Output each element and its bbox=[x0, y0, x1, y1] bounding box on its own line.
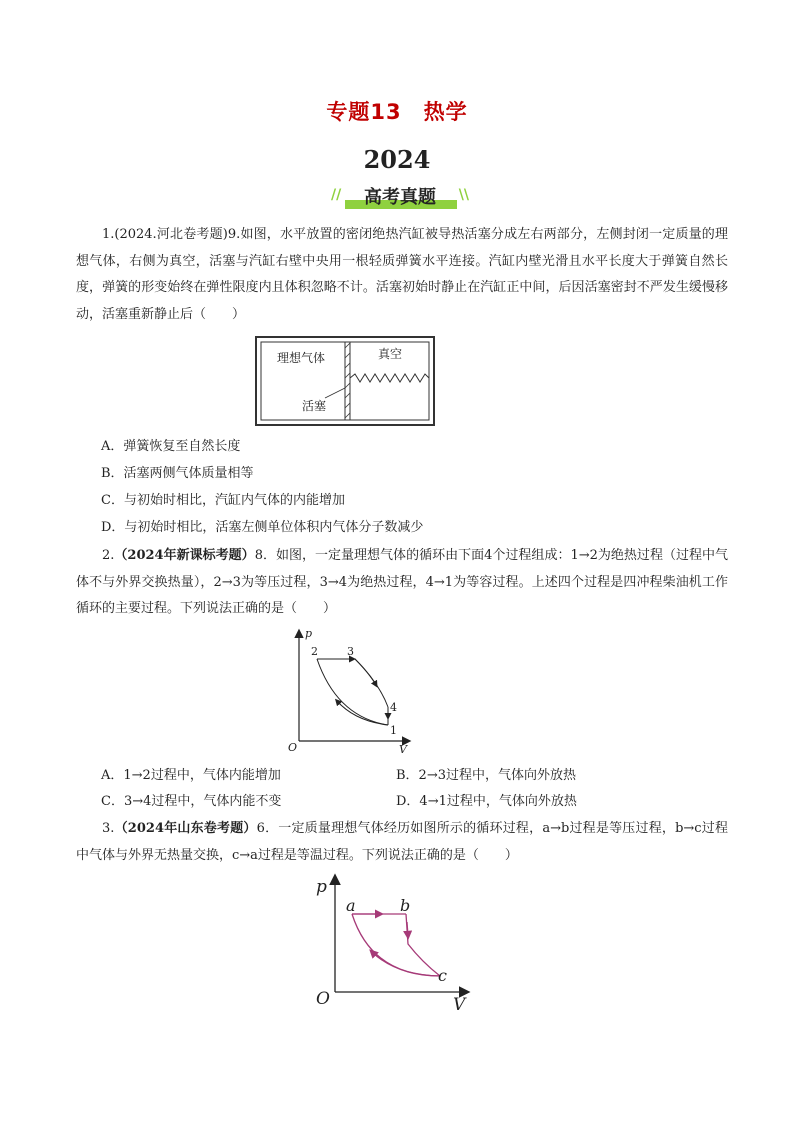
q2-option-d: D．4→1过程中，气体向外放热 bbox=[396, 794, 577, 809]
question-2 bbox=[76, 543, 728, 623]
figure-label-piston: 活塞 bbox=[302, 399, 327, 413]
question-text: 9.如图，水平放置的密闭绝热汽缸被导热活塞分成左右两部分，左侧封闭一定质量的理想气体，右侧为真空，活塞与汽缸右壁中央用一根轻质弹簧水平连接。汽缸内壁光滑且水平长度大于弹簧自然长度，弹簧的形变始终在弹性限度内且体积忽略不计。活塞初始时静止在汽缸正中间，后因活塞密封不严发生缓慢移动，活塞重新静止后（ ） bbox=[76, 227, 728, 322]
q2-option-a: A．1→2过程中，气体内能增加 bbox=[101, 768, 281, 783]
q1-option-c: C．与初始时相比，汽缸内气体的内能增加 bbox=[101, 493, 345, 508]
question-source: （2024年新课标考题） bbox=[114, 548, 255, 563]
banner-label: 高考真题 bbox=[364, 187, 436, 208]
year-heading: 2024 bbox=[363, 145, 431, 174]
question-text: 6．一定质量理想气体经历如图所示的循环过程，a→b过程是等压过程，b→c过程中气体与外界无热量交换，c→a过程是等温过程。下列说法正确的是（ ） bbox=[76, 821, 728, 863]
banner-slash-right-icon: \\ bbox=[458, 187, 469, 203]
question-text: 8．如图，一定量理想气体的循环由下面4个过程组成：1→2为绝热过程（过程中气体不与外界交换热量），2→3为等压过程，3→4为绝热过程，4→1为等容过程。上述四个过程是四冲程柴油机工作循环的主要过程。下列说法正确的是（ ） bbox=[76, 548, 728, 616]
y-axis-label: p bbox=[316, 877, 327, 897]
section-banner bbox=[331, 183, 469, 209]
pv-diagram-3 bbox=[312, 872, 472, 1012]
question-1 bbox=[76, 222, 728, 328]
question-number: 3. bbox=[102, 821, 115, 836]
point-3-label: 3 bbox=[347, 645, 354, 658]
q2-option-b: B．2→3过程中，气体向外放热 bbox=[396, 768, 576, 783]
question-source: (2024.河北卷考题) bbox=[114, 227, 228, 242]
pv-diagram-2 bbox=[285, 625, 415, 755]
q2-option-c: C．3→4过程中，气体内能不变 bbox=[101, 794, 282, 809]
point-2-label: 2 bbox=[311, 645, 318, 658]
banner-slash-left-icon: // bbox=[331, 187, 342, 203]
page-title: 专题13 热学 bbox=[326, 100, 468, 124]
y-axis-label: p bbox=[305, 627, 313, 640]
point-c-label: c bbox=[438, 966, 447, 985]
question-source: （2024年山东卷考题） bbox=[114, 821, 257, 836]
figure-label-right: 真空 bbox=[378, 347, 403, 361]
x-axis-label: V bbox=[453, 995, 466, 1012]
origin-label: O bbox=[288, 741, 298, 754]
point-b-label: b bbox=[400, 896, 411, 915]
point-a-label: a bbox=[346, 896, 356, 915]
origin-label: O bbox=[316, 989, 330, 1009]
x-axis-label: V bbox=[399, 743, 407, 755]
question-3 bbox=[76, 816, 728, 869]
q1-option-b: B．活塞两侧气体质量相等 bbox=[101, 466, 254, 481]
figure-label-left: 理想气体 bbox=[277, 351, 326, 365]
q1-option-a: A．弹簧恢复至自然长度 bbox=[101, 439, 241, 454]
cylinder-figure bbox=[255, 336, 435, 426]
point-1-label: 1 bbox=[390, 724, 397, 737]
point-4-label: 4 bbox=[390, 701, 397, 714]
question-number: 1. bbox=[102, 227, 115, 242]
question-number: 2. bbox=[102, 548, 115, 563]
q1-option-d: D．与初始时相比，活塞左侧单位体积内气体分子数减少 bbox=[101, 520, 424, 535]
